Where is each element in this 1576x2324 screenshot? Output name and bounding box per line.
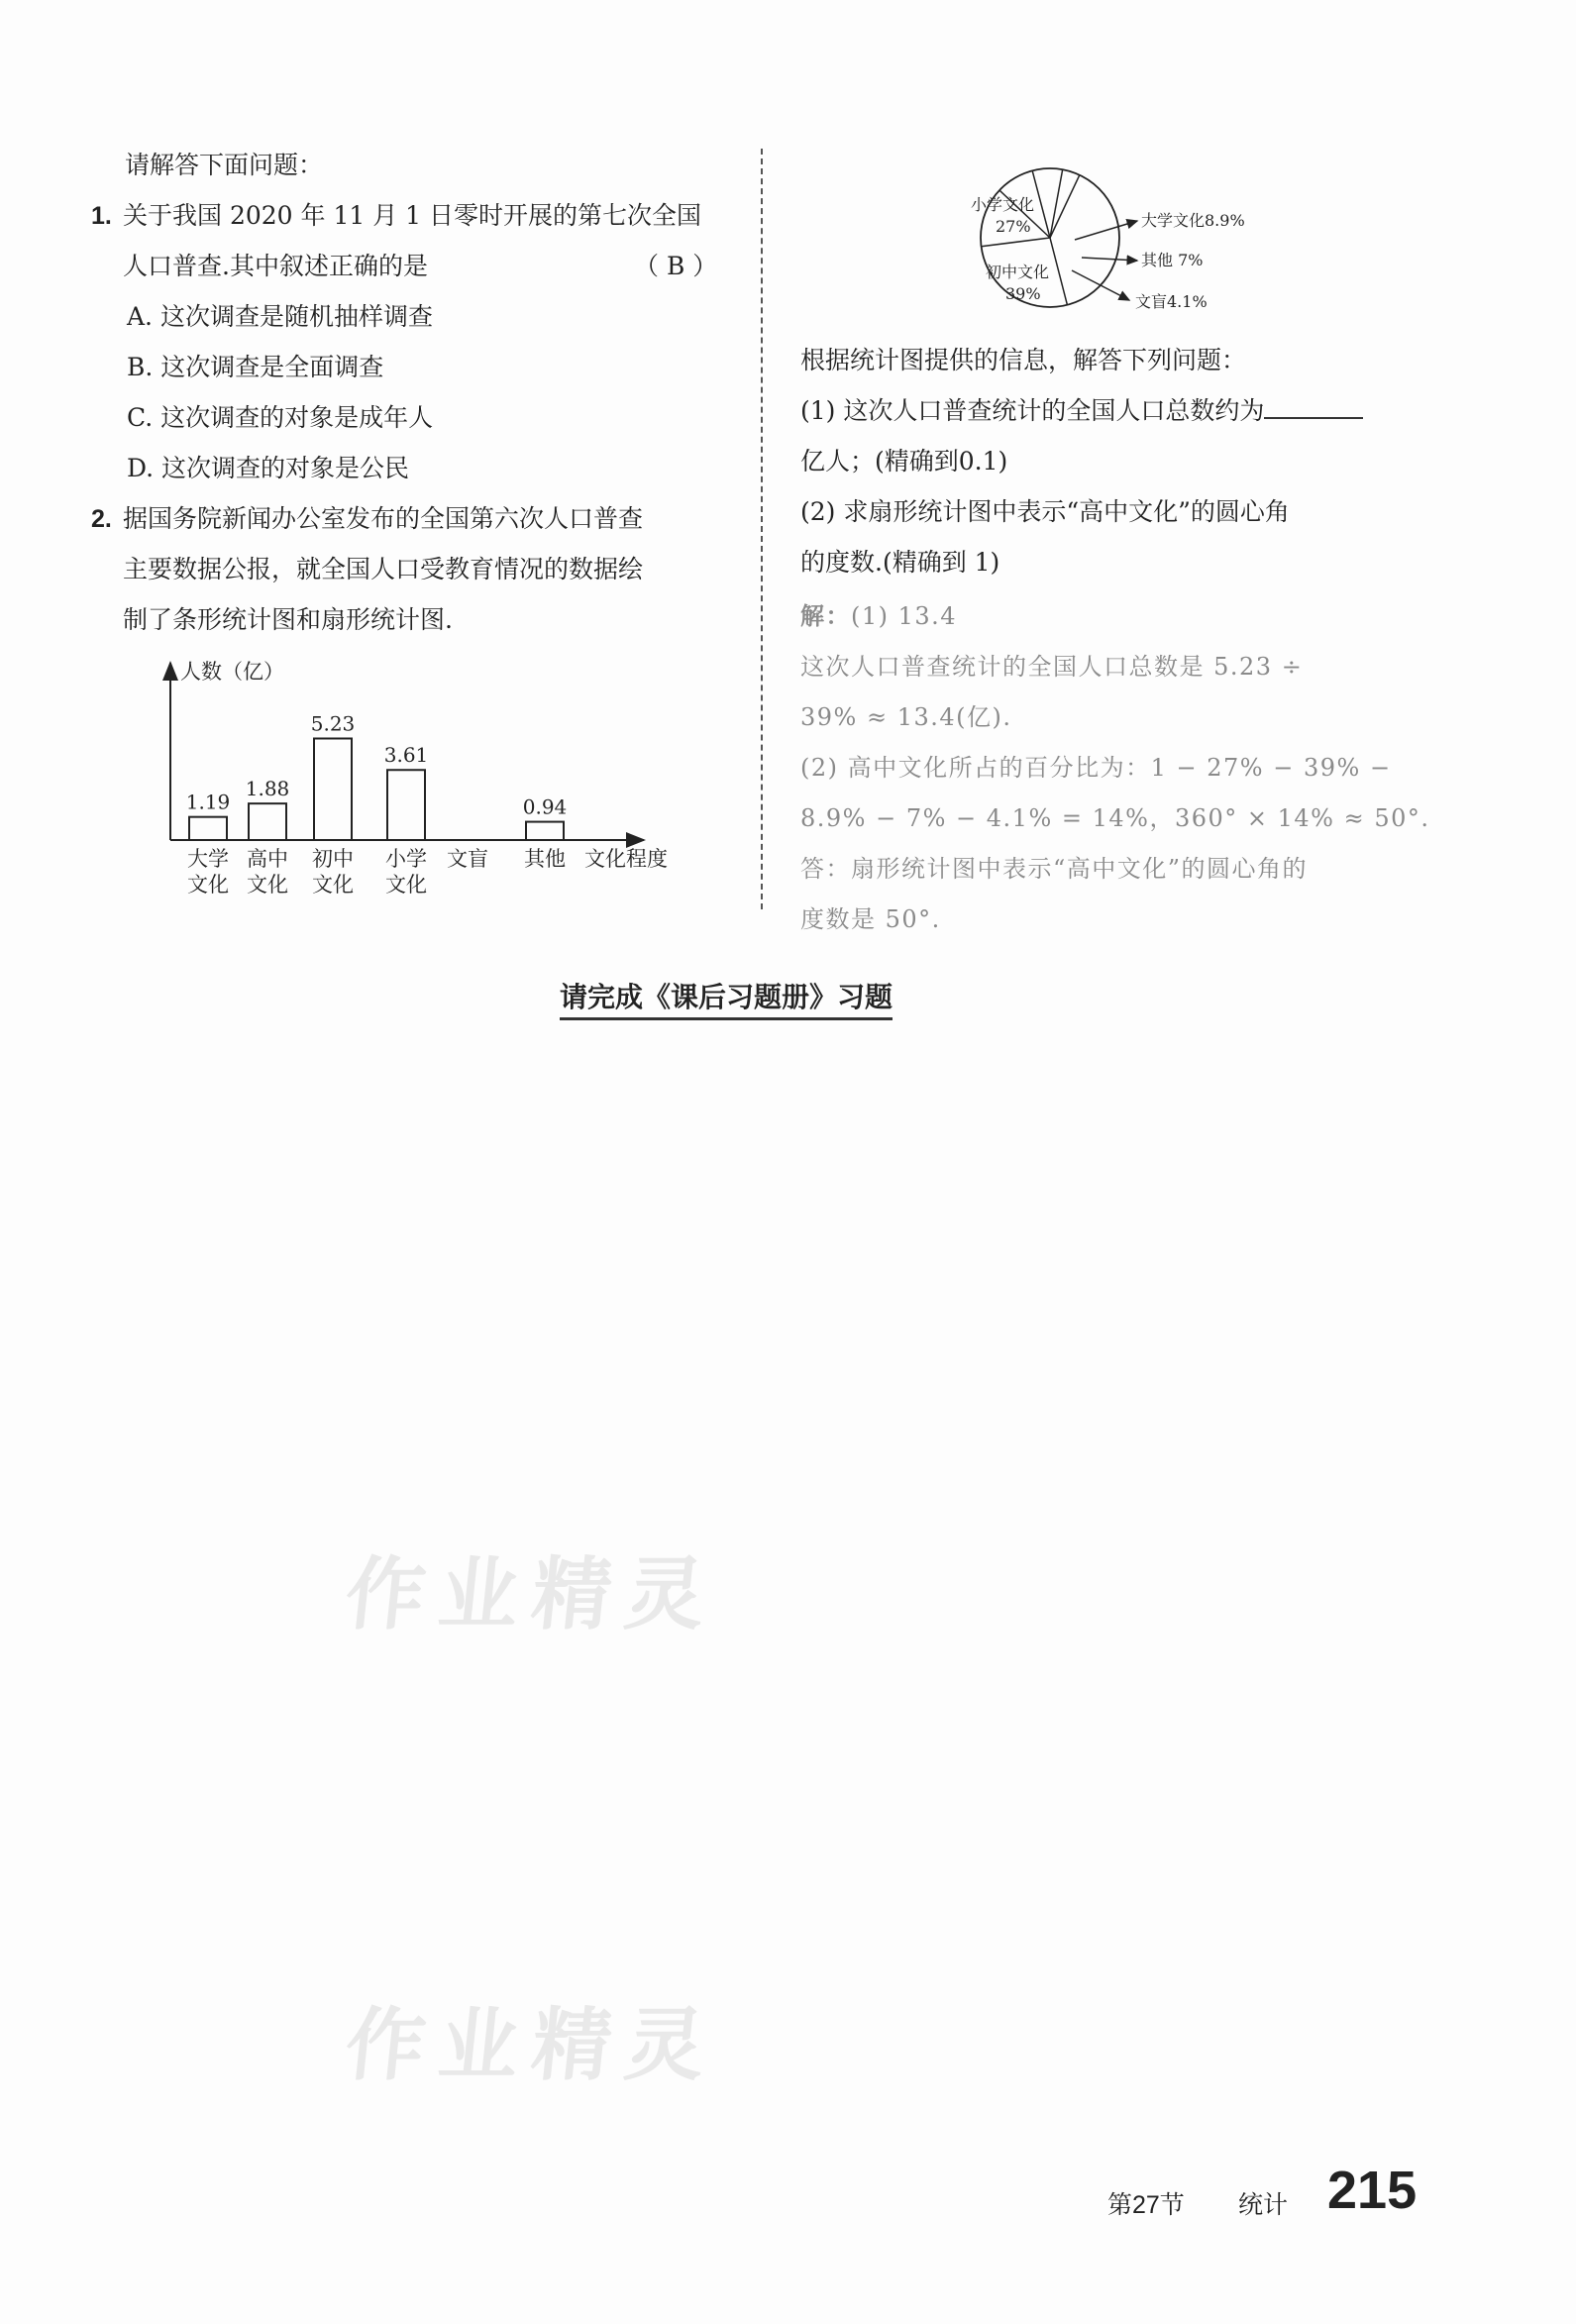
bar-category-label: 小学 <box>385 847 427 871</box>
question-1-number: 1. <box>91 202 112 230</box>
pie-slice-boundary <box>1050 238 1067 305</box>
bar-chart <box>149 649 703 906</box>
answer-blank <box>1264 395 1363 419</box>
bar-category-label: 文化 <box>187 873 229 897</box>
bar <box>314 738 352 840</box>
sub-question-2: (2) 求扇形统计图中表示“高中文化”的圆心角 <box>800 497 1290 526</box>
solution-label: 解： <box>800 601 851 630</box>
bar <box>526 822 564 840</box>
watermark: 作业精灵 <box>341 1548 724 1640</box>
question-1-line-2: 人口普查.其中叙述正确的是 <box>123 252 428 280</box>
bar-chart-x-label: 文化程度 <box>584 847 668 871</box>
pie-label-junior-pct: 39% <box>1005 284 1041 303</box>
question-1-line-1: 关于我国 2020 年 11 月 1 日零时开展的第七次全国 <box>123 201 702 230</box>
pie-chart <box>951 149 1308 322</box>
option-c: C. 这次调查的对象是成年人 <box>127 403 434 432</box>
bar-value-label: 3.61 <box>383 743 429 768</box>
sub-question-1-cont: 亿人；(精确到0.1) <box>800 447 1008 475</box>
option-a: A. 这次调查是随机抽样调查 <box>127 302 433 331</box>
bar <box>249 803 286 840</box>
bar-category-label: 高中 <box>247 847 288 871</box>
solution-line: 8.9% − 7% − 4.1% = 14%，360° × 14% ≈ 50°. <box>800 804 1430 832</box>
pie-arrow-university <box>1075 221 1137 240</box>
pie-slice-boundary <box>982 238 1050 247</box>
sub-question-1 <box>800 394 1363 428</box>
option-d: D. 这次调查的对象是公民 <box>127 454 410 482</box>
bar-category-label: 文化 <box>247 873 288 897</box>
question-2-line-1: 据国务院新闻办公室发布的全国第六次人口普查 <box>123 504 644 533</box>
right-prompt: 根据统计图提供的信息，解答下列问题： <box>800 346 1247 374</box>
pie-slice-boundary <box>1050 175 1080 238</box>
bar <box>189 817 227 840</box>
question-2-line-3: 制了条形统计图和扇形统计图. <box>123 605 453 634</box>
bar-chart-y-label: 人数（亿） <box>180 660 284 684</box>
solution-1-value: (1) 13.4 <box>851 602 958 630</box>
question-2-number: 2. <box>91 505 112 533</box>
pie-arrow-illiterate <box>1072 270 1129 300</box>
bar-category-label: 文盲 <box>447 847 488 871</box>
bar-value-label: 0.94 <box>522 794 568 819</box>
bar-category-label: 文化 <box>385 873 427 897</box>
bar-category-label: 其他 <box>524 847 566 871</box>
watermark: 作业精灵 <box>341 1999 724 2091</box>
footer-title: 统计 <box>1238 2191 1289 2219</box>
bar-category-label: 初中 <box>312 847 354 871</box>
column-divider <box>761 149 763 909</box>
pie-label-other: 其他 7% <box>1141 251 1204 269</box>
solution-line: 这次人口普查统计的全国人口总数是 5.23 ÷ <box>800 653 1304 681</box>
solution-1 <box>800 596 957 631</box>
pie-slice-boundary <box>1032 170 1050 238</box>
bar-value-label: 1.19 <box>185 790 231 814</box>
pie-slice-boundary <box>1050 169 1063 238</box>
footer-section: 第27节 <box>1107 2191 1185 2219</box>
sub-question-1-text: (1) 这次人口普查统计的全国人口总数约为 <box>800 396 1265 425</box>
bar <box>387 770 425 840</box>
homework-note: 请完成《课后习题册》习题 <box>560 976 893 1020</box>
bar-value-label: 5.23 <box>310 711 356 736</box>
solution-line: (2) 高中文化所占的百分比为：1 − 27% − 39% − <box>800 754 1392 782</box>
pie-arrow-other <box>1082 258 1137 261</box>
solution-line: 答：扇形统计图中表示“高中文化”的圆心角的 <box>800 855 1309 883</box>
pie-label-university: 大学文化8.9% <box>1141 211 1245 230</box>
pie-label-junior: 初中文化 <box>986 263 1050 281</box>
question-1-answer: （ B ） <box>634 252 718 280</box>
bar-value-label: 1.88 <box>245 777 290 801</box>
option-b: B. 这次调查是全面调查 <box>127 353 384 381</box>
intro-text: 请解答下面问题： <box>125 151 324 179</box>
pie-label-primary-pct: 27% <box>996 217 1031 236</box>
pie-label-illiterate: 文盲4.1% <box>1135 292 1208 311</box>
question-2-line-2: 主要数据公报，就全国人口受教育情况的数据绘 <box>123 555 644 583</box>
solution-line: 度数是 50°. <box>800 905 941 933</box>
sub-question-2-cont: 的度数.(精确到 1) <box>800 548 1000 577</box>
solution-line: 39% ≈ 13.4(亿). <box>800 703 1012 731</box>
pie-label-primary: 小学文化 <box>971 195 1035 214</box>
page-number: 215 <box>1327 2161 1418 2220</box>
bar-category-label: 大学 <box>187 847 229 871</box>
bar-category-label: 文化 <box>312 873 354 897</box>
